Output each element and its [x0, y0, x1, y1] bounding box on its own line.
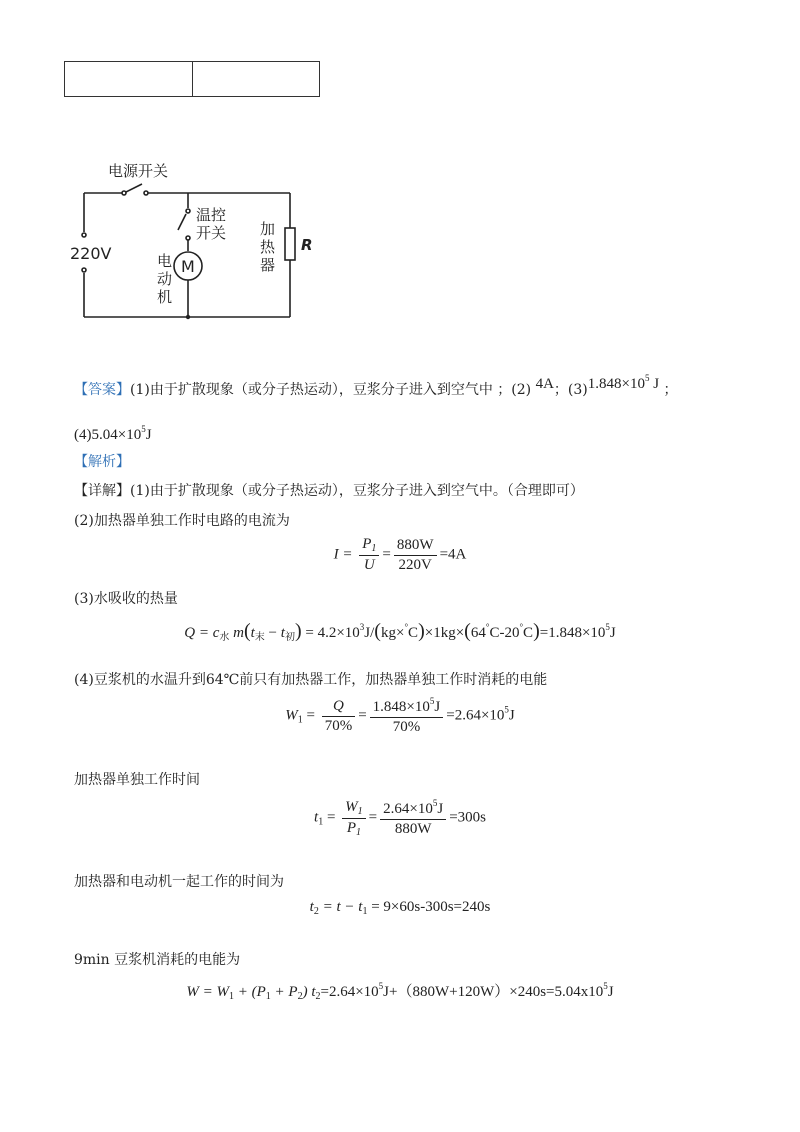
label-heater-2: 热: [260, 238, 276, 256]
table-divider: [192, 62, 193, 96]
answer-line: 【答案】(1)由于扩散现象（或分子热运动），豆浆分子进入到空气中 ；(2) 4A；$(3)1.848\times 10^5$ J ；: [74, 373, 678, 398]
terminal-top: [82, 233, 86, 237]
formula-heater-time: $t_1$ = $\frac{W_1}{P_1}$ = $\frac{2.64\times 10^5J}{880W}$ =300s: [314, 798, 486, 838]
answer-part2: 4A: [535, 376, 554, 392]
power-switch-blade: [126, 184, 142, 192]
label-motor-m: M: [181, 257, 195, 276]
together-time-label: 加热器和电动机一起工作的时间为: [74, 874, 284, 890]
junction-dot: [186, 315, 190, 319]
label-motor-1: 电: [157, 252, 173, 270]
heater-resistor: [285, 228, 295, 260]
label-resistor: R: [301, 236, 313, 254]
answer-part4: $(4)5.04\times 10^5J$: [74, 424, 152, 443]
answer-sep2: ；(3): [553, 382, 588, 398]
question-3: (3)水吸收的热量: [74, 591, 178, 607]
terminal-bottom: [82, 268, 86, 272]
label-thermo-switch-2: 开关: [196, 224, 227, 242]
label-motor-3: 机: [157, 288, 173, 306]
formula-total-energy: $W = W_1 + (P_1 + P_2)$ $t_2=2.64\times 10^5J+(880W+120W)\times 240s=5.04x10^5J$: [186, 981, 614, 1002]
energy-9min-label: 9min 豆浆机消耗的电能为: [74, 952, 241, 968]
label-heater-3: 器: [260, 256, 276, 274]
power-switch-contact: [144, 191, 148, 195]
power-switch-pivot: [122, 191, 126, 195]
label-power-switch: 电源开关: [108, 162, 169, 180]
answer-part3: 1.848×10: [587, 376, 645, 392]
label-voltage: 220V: [70, 244, 112, 263]
circuit-diagram: [60, 150, 313, 330]
formula-heat: $Q = c_水$ $m(t_末 - t_初) = 4.2\times 10^3J/(kg\times^\circ C)\times 1kg\times(64^\circ C-20^\circ C)=1.848\times 10^5J$: [184, 620, 616, 643]
answer-part1: (1)由于扩散现象（或分子热运动），豆浆分子进入到空气中 ；(2): [130, 382, 532, 398]
formula-energy-heater: $W_1$ = $\frac{Q}{70\%}$ = $\frac{1.848\times 10^5J}{70\%}$ $=2.64\times 10^5J$: [285, 696, 515, 735]
label-heater-1: 加: [260, 220, 276, 238]
formula-together-time: $t_2 = t - t_1 = 9\times 60s-300s=240s$: [309, 899, 491, 917]
formula-current: I = $\frac{P_1}{U}$ = $\frac{880W}{220V}$ =4A: [333, 536, 467, 573]
label-motor-2: 动: [157, 270, 173, 288]
detail-line: 【详解】(1)由于扩散现象（或分子热运动），豆浆分子进入到空气中。（合理即可）: [74, 483, 584, 499]
thermo-switch-blade: [178, 214, 186, 230]
heater-time-label: 加热器单独工作时间: [74, 772, 200, 788]
analysis-tag: 【解析】: [74, 454, 130, 470]
question-2: (2)加热器单独工作时电路的电流为: [74, 513, 290, 529]
thermo-switch-top: [186, 209, 190, 213]
label-thermo-switch-1: 温控: [196, 206, 227, 224]
thermo-switch-bottom: [186, 236, 190, 240]
answer-tag: 【答案】: [74, 382, 130, 398]
empty-table: [64, 61, 320, 97]
question-4: (4)豆浆机的水温升到64℃前只有加热器工作，加热器单独工作时消耗的电能: [74, 672, 548, 688]
